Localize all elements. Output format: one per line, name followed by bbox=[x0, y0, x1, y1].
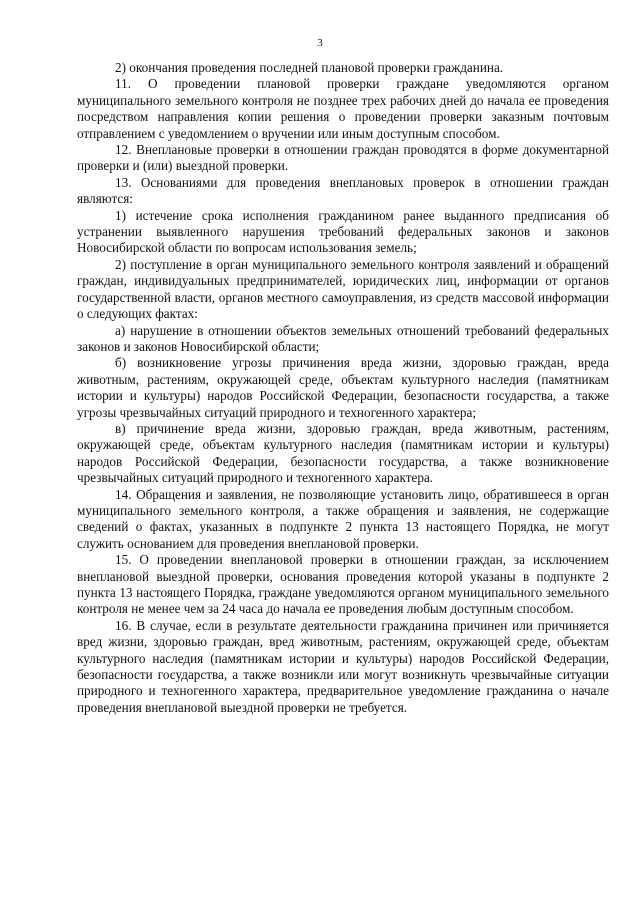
paragraph-13-subitem-v: в) причинение вреда жизни, здоровью граждан, вреда животным, растениям, окружающей среде, объектам культурного наследия (памятникам истории и культуры) народов Российской Федерации, безопасности государства, а также возникновение чрезвычайных ситуаций природного и техногенного характера. bbox=[77, 420, 609, 486]
paragraph-16: 16. В случае, если в результате деятельности гражданина причинен или причиняется вред жизни, здоровью граждан, вред животным, растениям, окружающей среде, объектам культурного наследия (памятникам истории и культуры) народов Российской Федерации, безопасности государства, а также возникли или могут возникнуть чрезвычайные ситуации природного и техногенного характера, предварительное уведомление гражданина о начале проведения внеплановой выездной проверки не требуется. bbox=[77, 617, 609, 715]
paragraph-13-subitem-2: 2) поступление в орган муниципального земельного контроля заявлений и обращений граждан, индивидуальных предпринимателей, юридических лиц, информации от органов государственной власти, органов местного самоуправления, из средств массовой информации о следующих фактах: bbox=[77, 256, 609, 322]
paragraph-14: 14. Обращения и заявления, не позволяющие установить лицо, обратившееся в орган муниципального земельного контроля, а также обращения и заявления, не содержащие сведений о фактах, указанных в подпункте 2 пункта 13 настоящего Порядка, не могут служить основанием для проведения внеплановой проверки. bbox=[77, 486, 609, 551]
paragraph-12: 12. Внеплановые проверки в отношении граждан проводятся в форме документарной проверки и (или) выездной проверки. bbox=[77, 142, 609, 174]
paragraph-15: 15. О проведении внеплановой проверки в отношении граждан, за исключением внеплановой выездной проверки, основания проведения которой указаны в подпункте 2 пункта 13 настоящего Порядка, граждане уведомляются органом муниципального земельного контроля не менее чем за 24 часа до начала ее проведения любым доступным способом. bbox=[77, 552, 609, 617]
paragraph-13-subitem-b: б) возникновение угрозы причинения вреда жизни, здоровью граждан, вреда животным, растениям, окружающей среде, объектам культурного наследия (памятникам истории и культуры) народов Российской Федерации, безопасности государства, а также угрозы чрезвычайных ситуаций природного и техногенного характера; bbox=[77, 355, 609, 420]
paragraph-11: 11. О проведении плановой проверки граждане уведомляются органом муниципального земельного контроля не позднее трех рабочих дней до начала ее проведения посредством направления копии решения о проведении проверки заказным почтовым отправлением с уведомлением о вручении или иным доступным способом. bbox=[77, 76, 609, 141]
paragraph-13: 13. Основаниями для проведения внеплановых проверок в отношении граждан являются: bbox=[77, 174, 609, 207]
document-body bbox=[77, 60, 609, 716]
paragraph-13-subitem-a: а) нарушение в отношении объектов земельных отношений требований федеральных законов и законов Новосибирской области; bbox=[77, 322, 609, 354]
paragraph-13-subitem-1: 1) истечение срока исполнения гражданином ранее выданного предписания об устранении выявленного нарушения требований федеральных законов и законов Новосибирской области по вопросам использования земель; bbox=[77, 207, 609, 256]
paragraph-subitem-2-end-of-last-inspection: 2) окончания проведения последней плановой проверки гражданина. bbox=[115, 60, 504, 75]
page-number: 3 bbox=[317, 37, 323, 49]
